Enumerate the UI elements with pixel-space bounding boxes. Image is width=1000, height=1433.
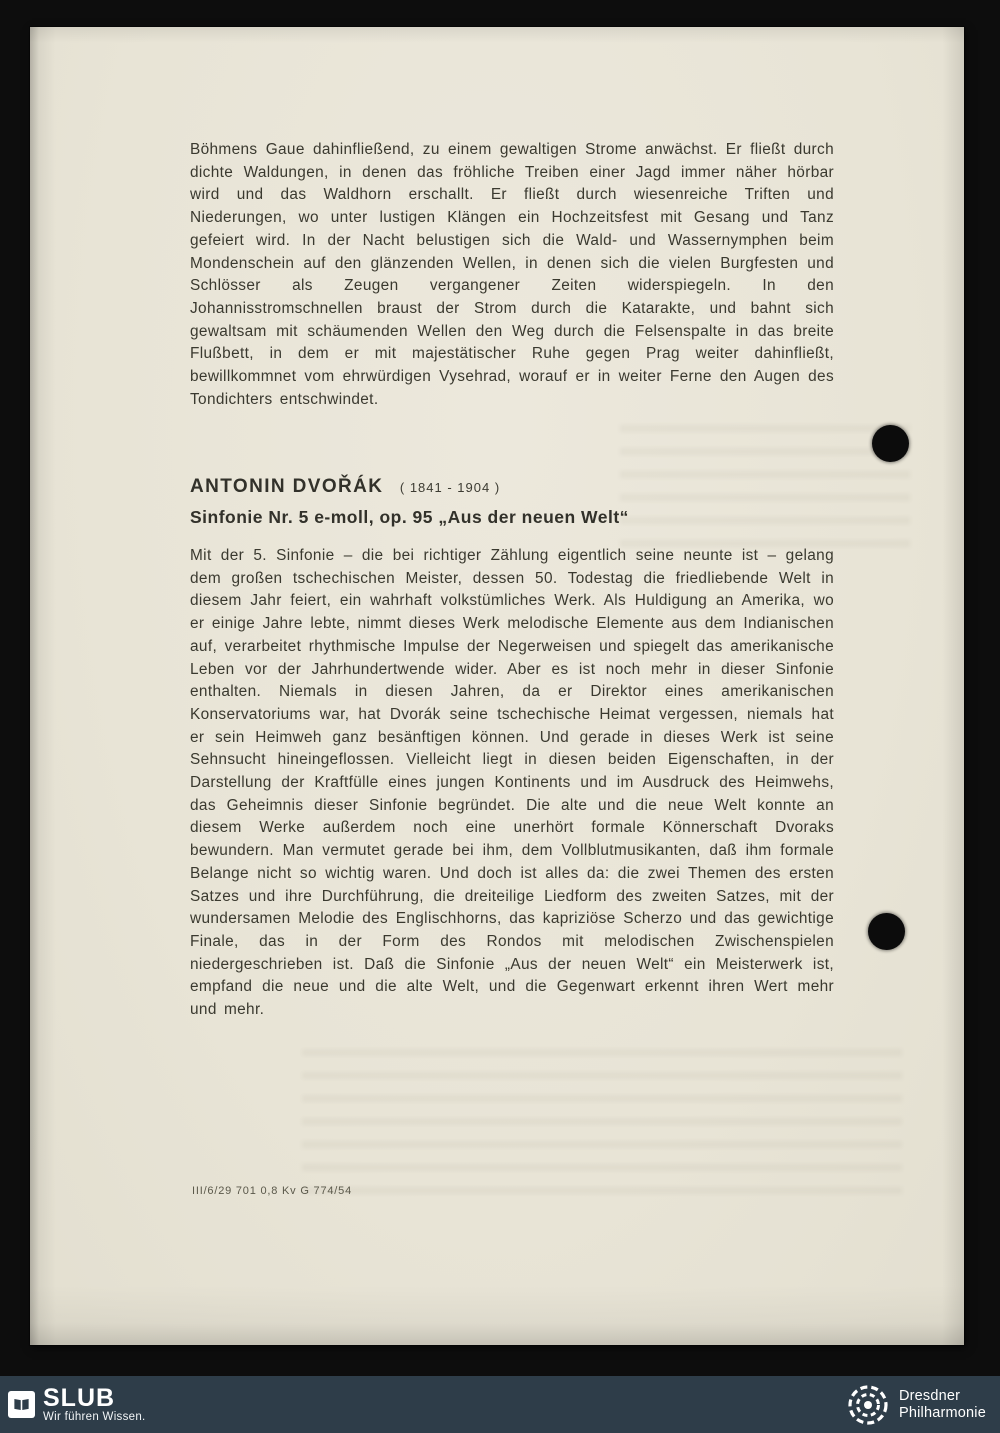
hole-punch xyxy=(868,913,905,950)
philharmonie-line2: Philharmonie xyxy=(898,1404,986,1421)
slub-name: SLUB xyxy=(43,1384,116,1412)
slub-logo[interactable] xyxy=(8,1386,146,1423)
paragraph-dvorak: Mit der 5. Sinfonie – die bei richtiger Zählung eigentlich seine neunte ist – gelang dem großen tschechischen Meister, dessen 50. Todestag die friedliebende Welt in diesem Jahr feiert, ein wahrhaft volkstümliches Werk. Als Huldigung an Amerika, wo er einige Jahre lebte, nimmt dieses Werk melodische Elemente aus dem Indianischen auf, verarbeitet rhythmische Impulse der Negerweisen und spiegelt das amerikanische Leben vor der Jahrhundertwende wider. Aber es ist noch mehr in dieser Sinfonie enthalten. Niemals in diesen Jahren, da er Direktor eines amerikanischen Konservatoriums war, hat Dvorák seine tschechische Heimat vergessen, niemals hat er sein Heimweh ganz besänftigen können. Und gerade in dieses Werk ist seine Sehnsucht hineingeflossen. Vielleicht liegt in diesen beiden Eigenschaften, in der Darstellung der Kraftfülle eines jungen Kontinents und im Ausdruck des Heimwehs, das Geheimnis dieser Sinfonie begründet. Die alte und die neue Welt konnte an diesem Werke außerdem noch eine unerhört formale Könnerschaft Dvoraks bewundern. Man vermutet gerade bei ihm, dem Vollblutmusikanten, daß ihm formale Belange nicht so wichtig waren. Und doch ist alles da: die zwei Themen des ersten Satzes und ihre Durchführung, die dreiteilige Liedform des zweiten Satzes, mit der wundersamen Melodie des Englischhorns, das kapriziöse Scherzo und das gewichtige Finale, das in der Form des Rondos mit melodischen Zwischenspielen niedergeschrieben ist. Daß die Sinfonie „Aus der neuen Welt“ ein Meisterwerk ist, empfand die neue und die alte Welt, und die Gegenwart erkennt ihren Wert mehr und mehr. xyxy=(190,547,834,1019)
philharmonie-logo[interactable] xyxy=(847,1384,986,1426)
composer-dates: ( 1841 - 1904 ) xyxy=(399,480,501,495)
viewer-footer xyxy=(0,1376,1000,1433)
scanned-page xyxy=(30,27,964,1345)
composer-name: ANTONIN DVOŘÁK xyxy=(190,476,384,497)
show-through-text xyxy=(302,1049,902,1197)
philharmonie-line1: Dresdner xyxy=(898,1387,961,1404)
imprint-code: III/6/29 701 0,8 Kv G 774/54 xyxy=(192,1185,352,1197)
philharmonie-text xyxy=(899,1388,986,1422)
work-title: Sinfonie Nr. 5 e-moll, op. 95 „Aus der neuen Welt“ xyxy=(190,507,629,527)
slub-tagline: Wir führen Wissen. xyxy=(43,1411,146,1423)
philharmonie-emblem-icon xyxy=(847,1384,889,1426)
slub-text xyxy=(43,1386,146,1423)
hole-punch xyxy=(872,425,909,462)
composer-heading xyxy=(190,476,500,498)
paragraph-moldau: Böhmens Gaue dahinfließend, zu einem gewaltigen Strome anwächst. Er fließt durch dichte Waldungen, in denen das fröhliche Treiben einer Jagd immer näher hörbar wird und das Waldhorn erschallt. Er fließt durch wiesenreiche Triften und Niederungen, wo unter lustigen Klängen ein Hochzeitsfest mit Gesang und Tanz gefeiert wird. In der Nacht belustigen sich die Wald- und Wassernymphen beim Mondenschein auf den glänzenden Wellen, in denen sich die vielen Burgfesten und Schlösser als Zeugen vergangener Zeiten widerspiegeln. In den Johannisstromschnellen braust der Strom durch die Katarakte, und bahnt sich gewaltsam mit schäumenden Wellen den Weg durch die Felsenspalte in das breite Flußbett, in dem er mit majestätischer Ruhe gegen Prag weiter dahinfließt, bewillkommnet vom ehrwürdigen Vysehrad, worauf er in weiter Ferne den Augen des Tondichters entschwindet. xyxy=(190,141,834,408)
book-icon xyxy=(8,1391,35,1418)
show-through-text xyxy=(620,425,910,547)
